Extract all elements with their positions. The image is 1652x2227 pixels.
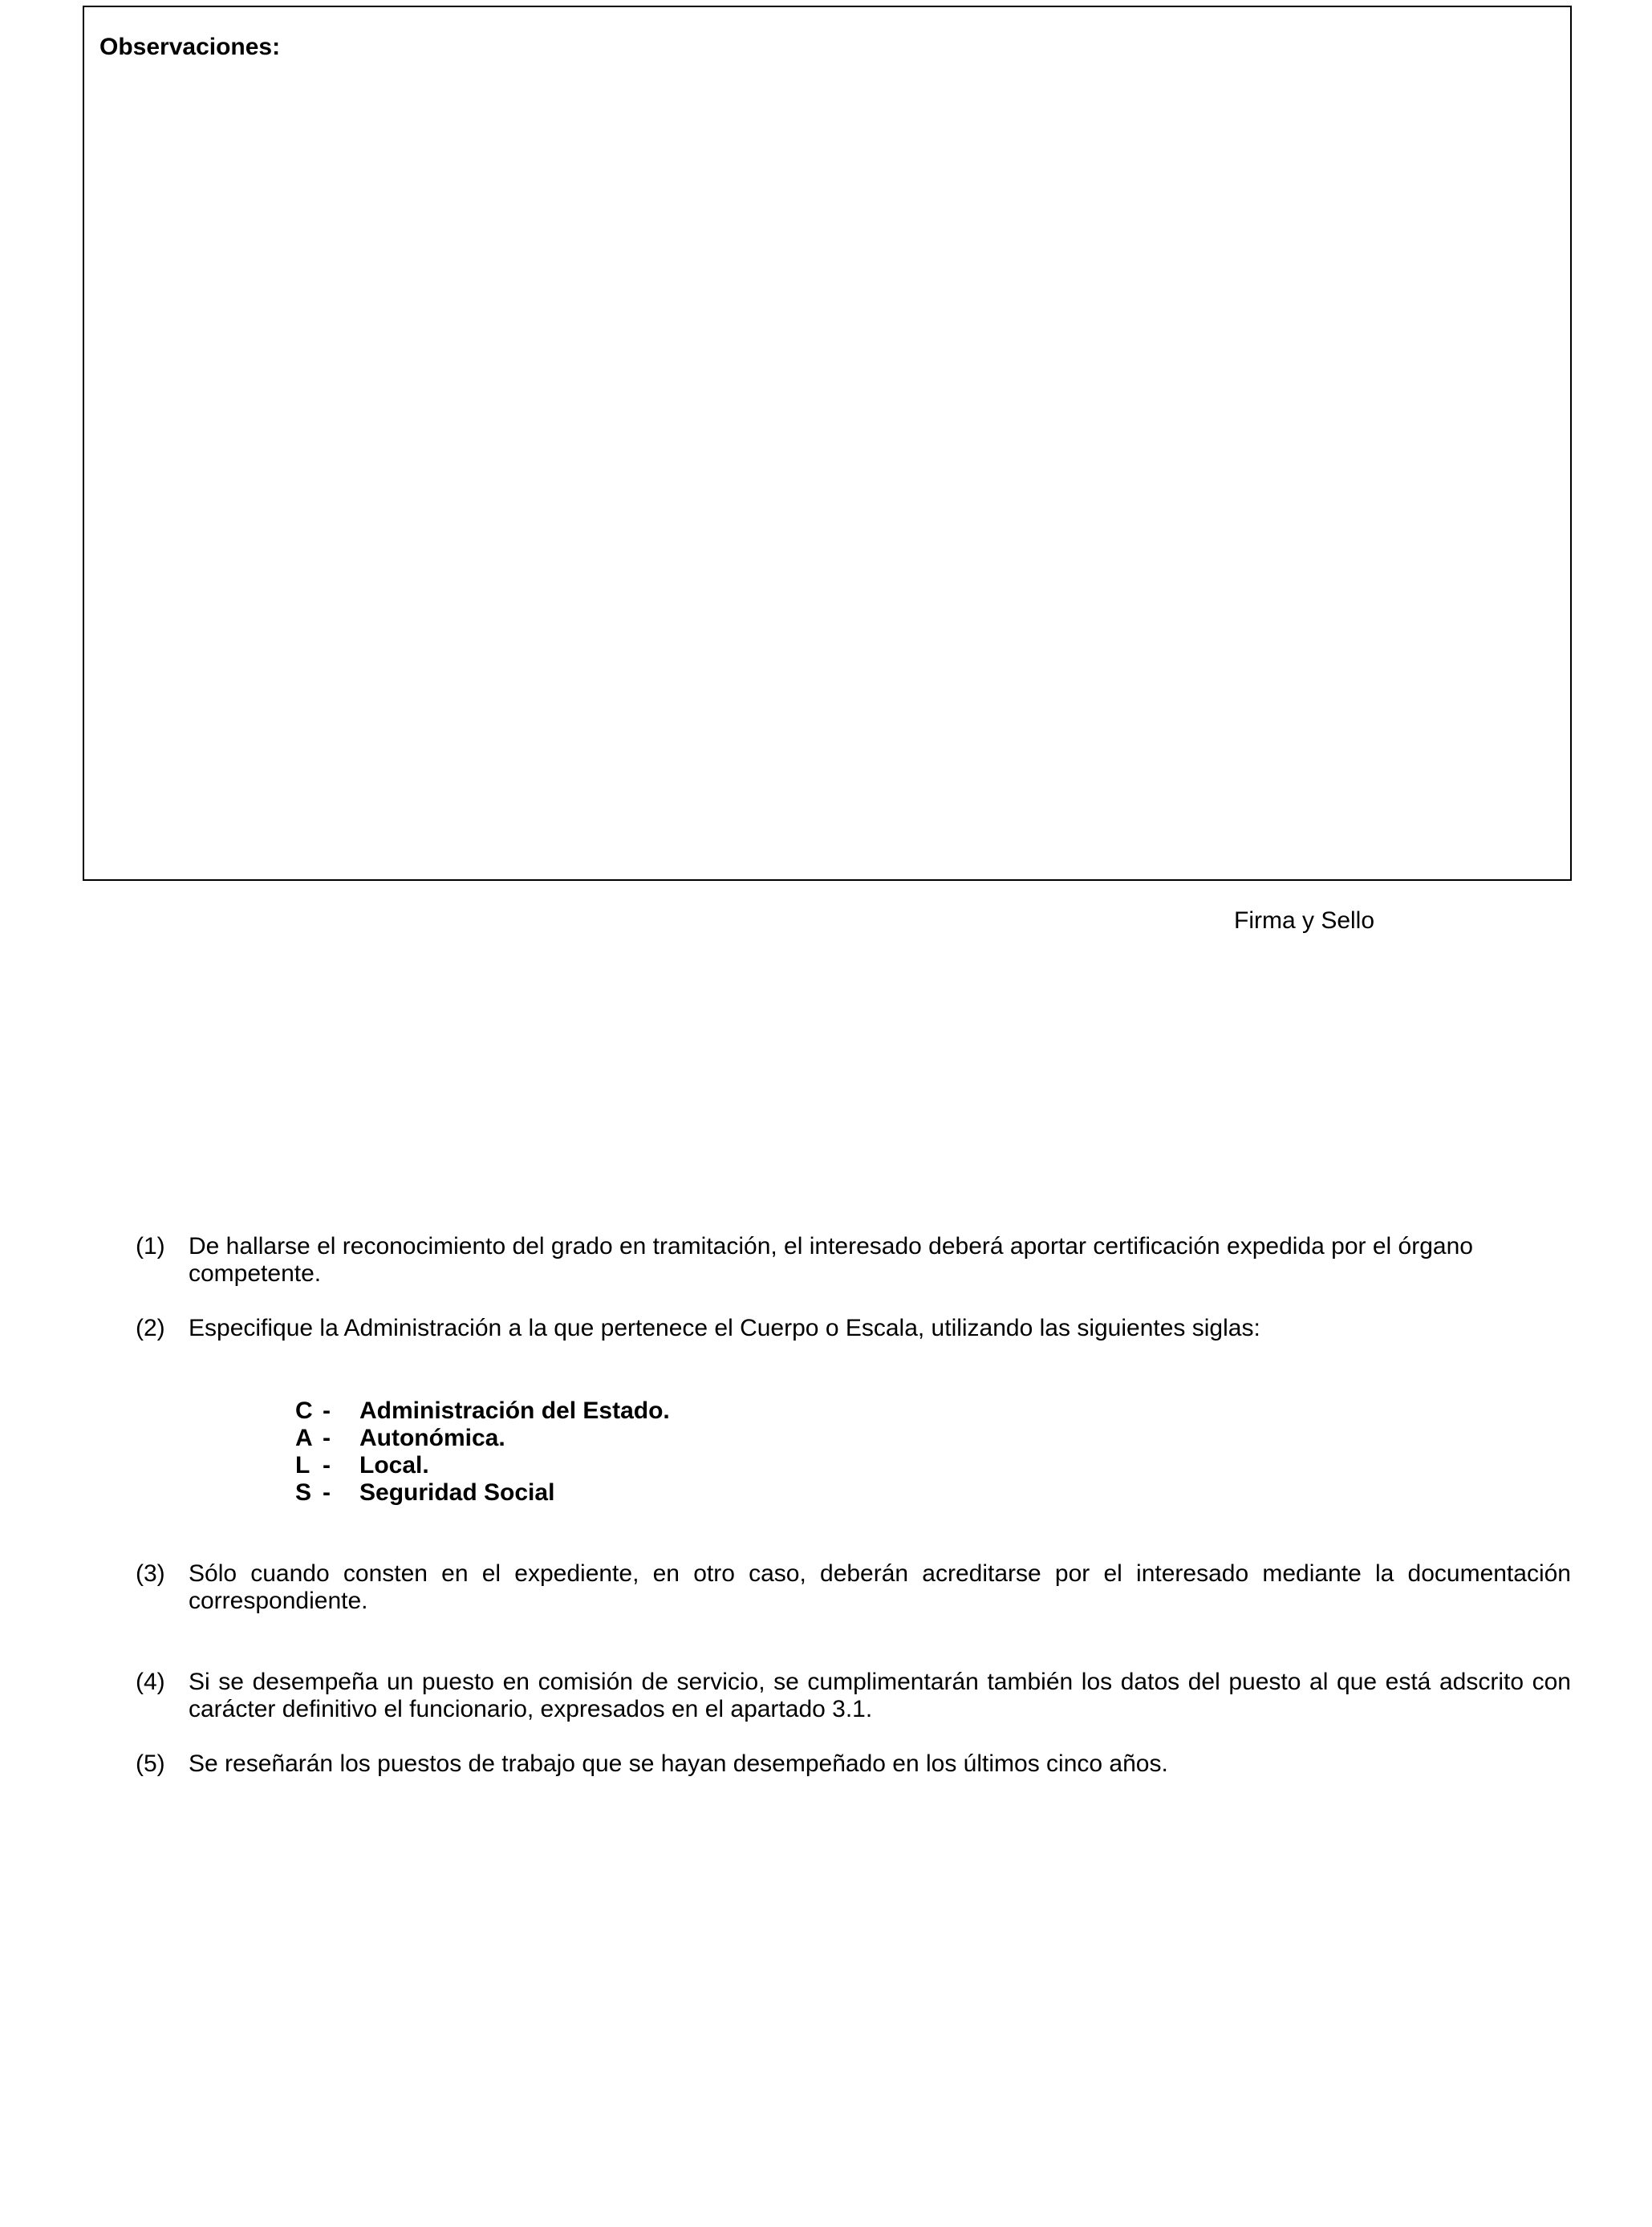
- sigla-dash: -: [323, 1479, 331, 1506]
- footnote-number: (2): [136, 1315, 165, 1341]
- footnote-5: [136, 1750, 1571, 1778]
- sigla-label: Local.: [359, 1452, 429, 1479]
- footnote-text: Especifique la Administración a la que pertenece el Cuerpo o Escala, utilizando las siguientes siglas:: [189, 1315, 1260, 1341]
- siglas-list: [295, 1397, 670, 1507]
- sigla-item: [295, 1397, 670, 1425]
- footnote-2: [136, 1315, 1571, 1342]
- footnote-number: (3): [136, 1560, 165, 1587]
- observations-label: Observaciones:: [99, 34, 281, 60]
- footnote-1: [136, 1233, 1571, 1288]
- observations-box[interactable]: [83, 6, 1572, 881]
- footnote-text: Sólo cuando consten en el expediente, en otro caso, deberán acreditarse por el interesado mediante la documentación correspondiente.: [189, 1560, 1571, 1614]
- footnote-number: (1): [136, 1233, 165, 1260]
- sigla-code: C: [295, 1397, 313, 1424]
- sigla-code: S: [295, 1479, 312, 1506]
- footnote-number: (5): [136, 1750, 165, 1777]
- sigla-label: Administración del Estado.: [359, 1397, 670, 1424]
- footnote-text: Si se desempeña un puesto en comisión de servicio, se cumplimentarán también los datos del puesto al que está adscrito con carácter definitivo el funcionario, expresados en el apartado 3.1.: [189, 1669, 1571, 1722]
- sigla-code: L: [295, 1452, 311, 1479]
- sigla-dash: -: [323, 1397, 331, 1424]
- footnote-4: [136, 1669, 1571, 1723]
- footnote-3: [136, 1560, 1571, 1615]
- sigla-item: [295, 1479, 670, 1507]
- footnote-text: De hallarse el reconocimiento del grado en tramitación, el interesado deberá aportar certificación expedida por el órgano competente.: [189, 1233, 1473, 1287]
- sigla-label: Autonómica.: [359, 1425, 505, 1451]
- signature-label: Firma y Sello: [1234, 907, 1375, 934]
- sigla-item: [295, 1425, 670, 1452]
- sigla-dash: -: [323, 1452, 331, 1479]
- footnote-text: Se reseñarán los puestos de trabajo que se hayan desempeñado en los últimos cinco años.: [189, 1750, 1168, 1777]
- sigla-dash: -: [323, 1425, 331, 1451]
- sigla-code: A: [295, 1425, 313, 1451]
- sigla-label: Seguridad Social: [359, 1479, 555, 1506]
- footnote-number: (4): [136, 1669, 165, 1695]
- sigla-item: [295, 1452, 670, 1479]
